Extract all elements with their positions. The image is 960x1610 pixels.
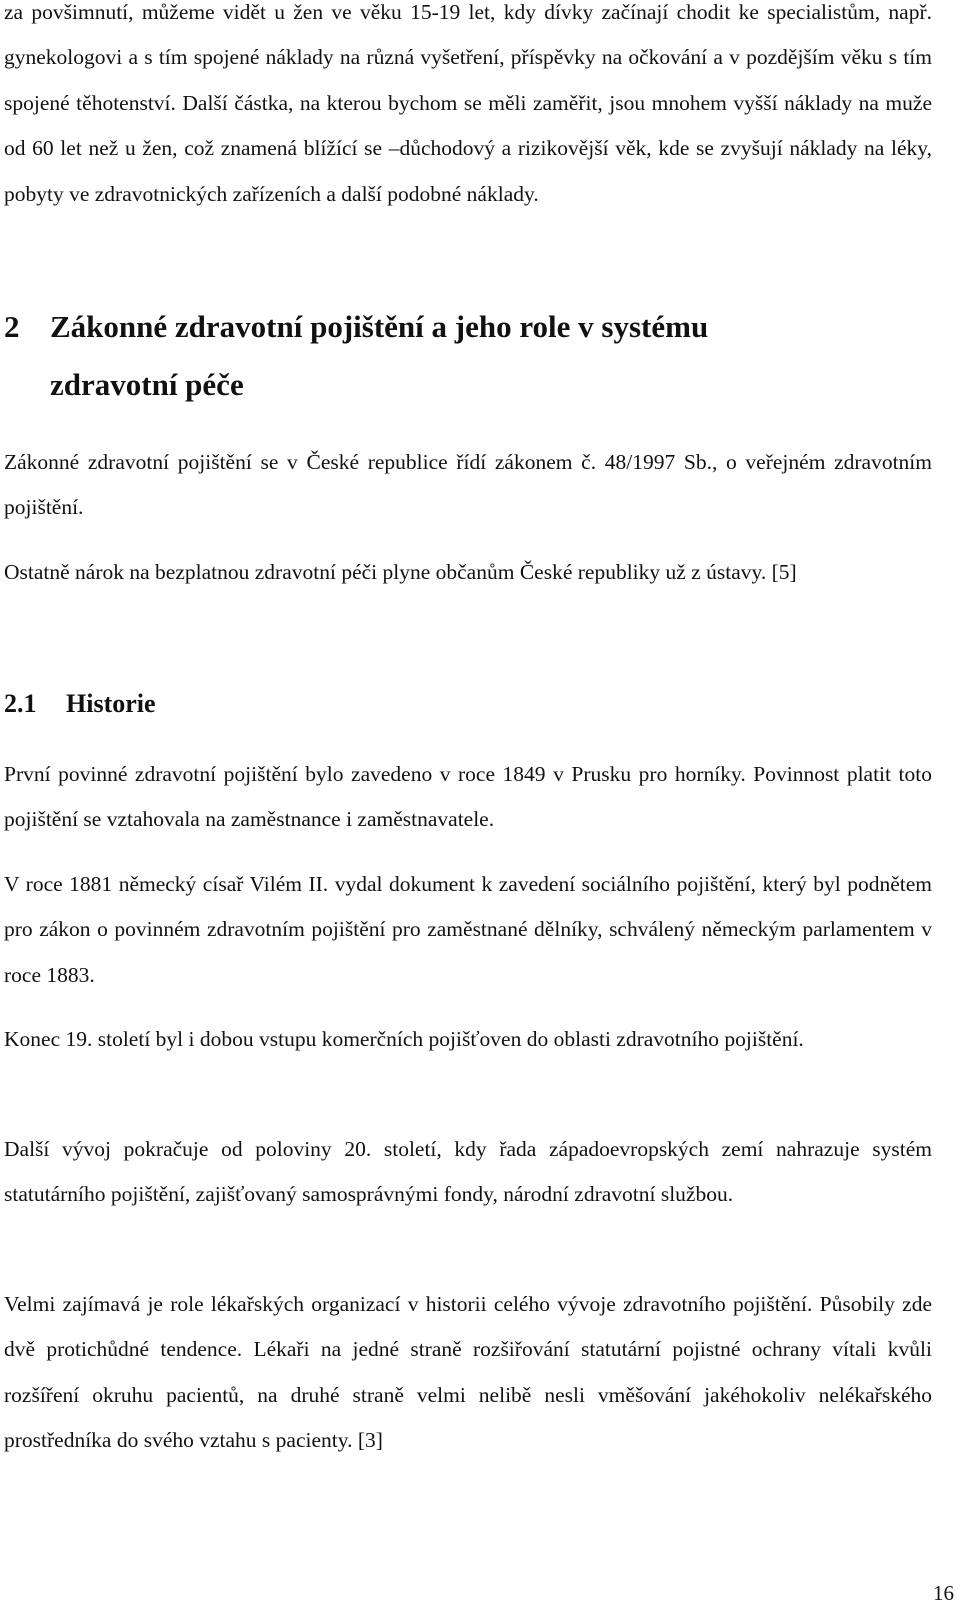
section-number: 2.1 — [4, 689, 37, 718]
paragraph-commercial-insurers: Konec 19. století byl i dobou vstupu komerčních pojišťoven do oblasti zdravotního pojištění. — [4, 1027, 804, 1051]
paragraph-prussia: První povinné zdravotní pojištění bylo zavedeno v roce 1849 v Prusku pro horníky. Povinnost platit toto pojištění se vztahovala na zaměstnance i zaměstnavatele. — [4, 762, 932, 832]
paragraph-constitution: Ostatně nárok na bezplatnou zdravotní péči plyne občanům České republiky už z ústavy. [5] — [4, 560, 797, 584]
section-heading — [4, 688, 156, 720]
paragraph-legal-basis: Zákonné zdravotní pojištění se v České republice řídí zákonem č. 48/1997 Sb., o veřejném zdravotním pojištění. — [4, 450, 932, 520]
chapter-heading — [4, 298, 810, 414]
paragraph-wilhelm: V roce 1881 německý císař Vilém II. vydal dokument k zavedení sociálního pojištění, který byl podnětem pro zákon o povinném zdravotním pojištění pro zaměstnané dělníky, schválený německým parlamentem v roce 1883. — [4, 872, 932, 987]
chapter-title: Zákonné zdravotní pojištění a jeho role v systému zdravotní péče — [50, 309, 709, 402]
paragraph-costs-intro: za povšimnutí, můžeme vidět u žen ve věku 15-19 let, kdy dívky začínají chodit ke specialistům, např. gynekologovi a s tím spojené náklady na různá vyšetření, příspěvky na očkování a v pozdějším věku s tím spojené těhotenství. Další částka, na kterou bychom se měli zaměřit, jsou mnohem vyšší náklady na muže od 60 let než u žen, což znamená blížící se –důchodový a rizikovější věk, kde se zvyšují náklady na léky, pobyty ve zdravotnických zařízeních a další podobné náklady. — [4, 0, 932, 206]
section-title: Historie — [66, 689, 156, 718]
chapter-number: 2 — [4, 309, 20, 344]
page-number: 16 — [933, 1581, 954, 1605]
paragraph-medical-organizations: Velmi zajímavá je role lékařských organizací v historii celého vývoje zdravotního pojištění. Působily zde dvě protichůdné tendence. Lékaři na jedné straně rozšiřování statutární pojistné ochrany vítali kvůli rozšíření okruhu pacientů, na druhé straně velmi nelibě nesli vměšování jakéhokoliv nelékařského prostředníka do svého vztahu s pacienty. [3] — [4, 1292, 932, 1453]
paragraph-western-europe: Další vývoj pokračuje od poloviny 20. století, kdy řada západoevropských zemí nahrazuje systém statutárního pojištění, zajišťovaný samosprávnými fondy, národní zdravotní službou. — [4, 1137, 932, 1207]
